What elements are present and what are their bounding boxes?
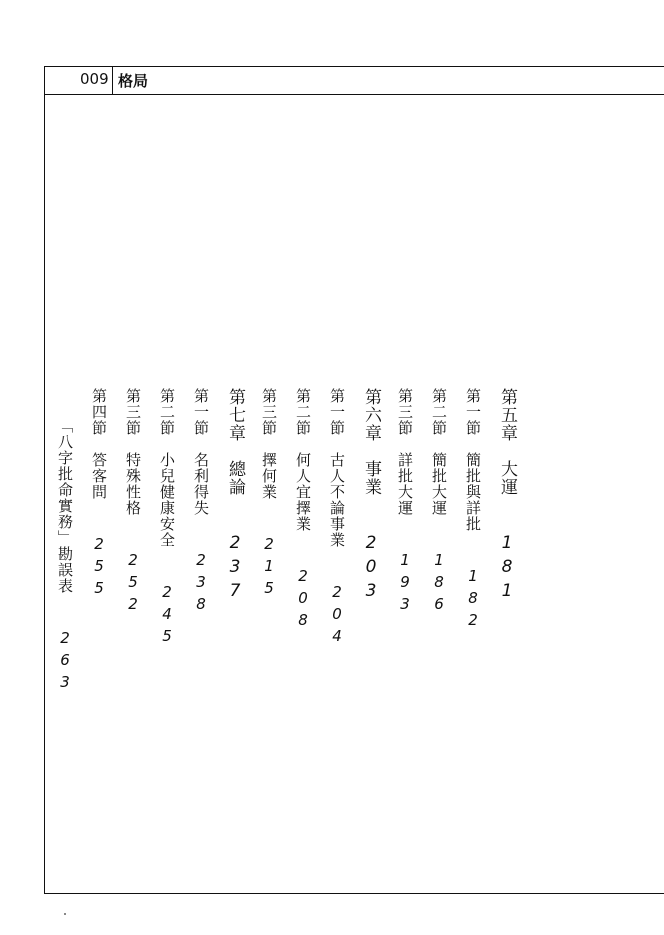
toc-entry: [354, 388, 388, 695]
toc-entry: [422, 388, 456, 695]
toc-page: 186: [430, 551, 448, 617]
toc-entry: [184, 388, 218, 695]
toc-page: 208: [294, 567, 312, 633]
toc-entry: [490, 388, 524, 695]
toc-page: 255: [90, 535, 108, 601]
toc-label: 第五章 大運: [497, 388, 517, 496]
header-divider: [112, 66, 113, 94]
toc-label: 第二節 小兒健康安全: [158, 388, 176, 548]
toc-entry: [116, 388, 150, 695]
scan-speck: [64, 913, 66, 915]
toc-page: 203: [361, 533, 381, 605]
toc-label: 第一節 名利得失: [192, 388, 210, 516]
toc-page: 182: [464, 567, 482, 633]
toc-label: 「八字批命實務」勘誤表: [56, 418, 74, 594]
toc-page: 181: [497, 533, 517, 605]
toc-label: 第一節 古人不論事業: [328, 388, 346, 548]
toc-page: 237: [225, 533, 245, 605]
table-of-contents: [48, 388, 524, 695]
toc-label: 第三節 特殊性格: [124, 388, 142, 516]
toc-entry: [388, 388, 422, 695]
page-number: 009: [80, 70, 109, 88]
toc-label: 第七章 總論: [225, 388, 245, 496]
toc-page: 245: [158, 583, 176, 649]
toc-label: 第三節 擇何業: [260, 388, 278, 500]
toc-entry: [286, 388, 320, 695]
toc-label: 第三節 詳批大運: [396, 388, 414, 516]
toc-page: 204: [328, 583, 346, 649]
toc-entry: [456, 388, 490, 695]
toc-entry: [48, 418, 82, 695]
toc-page: 252: [124, 551, 142, 617]
toc-page: 215: [260, 535, 278, 601]
toc-entry: [320, 388, 354, 695]
toc-page: 263: [56, 629, 74, 695]
toc-entry: [252, 388, 286, 695]
header-rule: [44, 94, 664, 95]
toc-entry: [82, 388, 116, 695]
toc-page: 238: [192, 551, 210, 617]
toc-label: 第二節 何人宜擇業: [294, 388, 312, 532]
toc-label: 第四節 答客問: [90, 388, 108, 500]
toc-label: 第二節 簡批大運: [430, 388, 448, 516]
toc-entry: [218, 388, 252, 695]
toc-label: 第六章 事業: [361, 388, 381, 496]
toc-entry: [150, 388, 184, 695]
section-title: 格局: [118, 72, 149, 90]
toc-label: 第一節 簡批與詳批: [464, 388, 482, 532]
toc-page: 193: [396, 551, 414, 617]
